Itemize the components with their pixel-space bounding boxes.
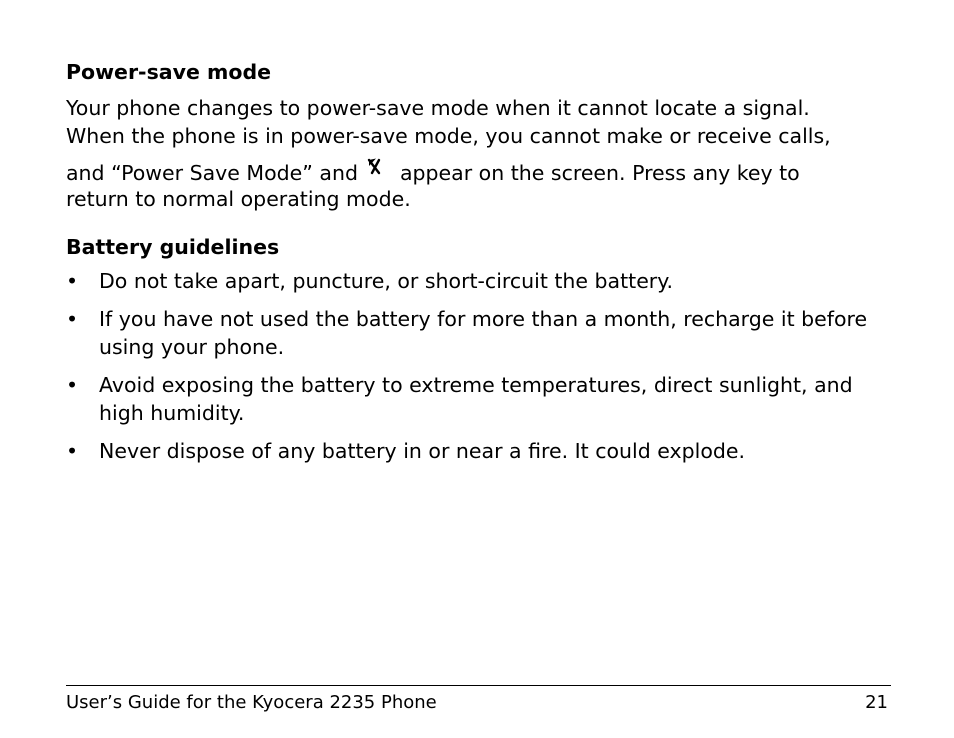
bullet-glyph: • [66, 439, 79, 463]
list-item-line: high humidity. [99, 401, 245, 425]
list-item-line: Avoid exposing the battery to extreme temperatures, direct sunlight, and [99, 373, 853, 397]
list-item [66, 437, 896, 465]
list-item-line: Do not take apart, puncture, or short-circuit the battery. [99, 269, 673, 293]
list-item-line: If you have not used the battery for more than a month, recharge it before [99, 307, 868, 331]
list-item-line: using your phone. [99, 335, 285, 359]
paragraph-line: Your phone changes to power-save mode when it cannot locate a signal. [66, 96, 810, 120]
paragraph-text: appear on the screen. Press any key to [399, 161, 800, 185]
section-heading-power-save: Power-save mode [66, 60, 272, 84]
battery-guidelines-list [66, 267, 896, 465]
list-item [66, 267, 896, 295]
paragraph-text: and “Power Save Mode” and [66, 161, 358, 185]
bullet-glyph: • [66, 307, 79, 331]
page-content [66, 58, 896, 475]
bullet-glyph: • [66, 373, 79, 397]
power-save-paragraph [66, 94, 896, 213]
footer-title: User’s Guide for the Kyocera 2235 Phone [66, 692, 437, 713]
paragraph-line: When the phone is in power-save mode, you cannot make or receive calls, [66, 124, 831, 148]
bullet-glyph: • [66, 269, 79, 293]
footer-divider [66, 685, 891, 686]
list-item [66, 305, 896, 361]
paragraph-line-with-icon [66, 156, 896, 187]
list-item [66, 371, 896, 427]
list-item-line: Never dispose of any battery in or near a fire. It could explode. [99, 439, 746, 463]
paragraph-line: return to normal operating mode. [66, 187, 411, 211]
section-heading-battery: Battery guidelines [66, 235, 280, 259]
page-number: 21 [865, 692, 888, 713]
no-signal-antenna-icon [364, 156, 390, 182]
